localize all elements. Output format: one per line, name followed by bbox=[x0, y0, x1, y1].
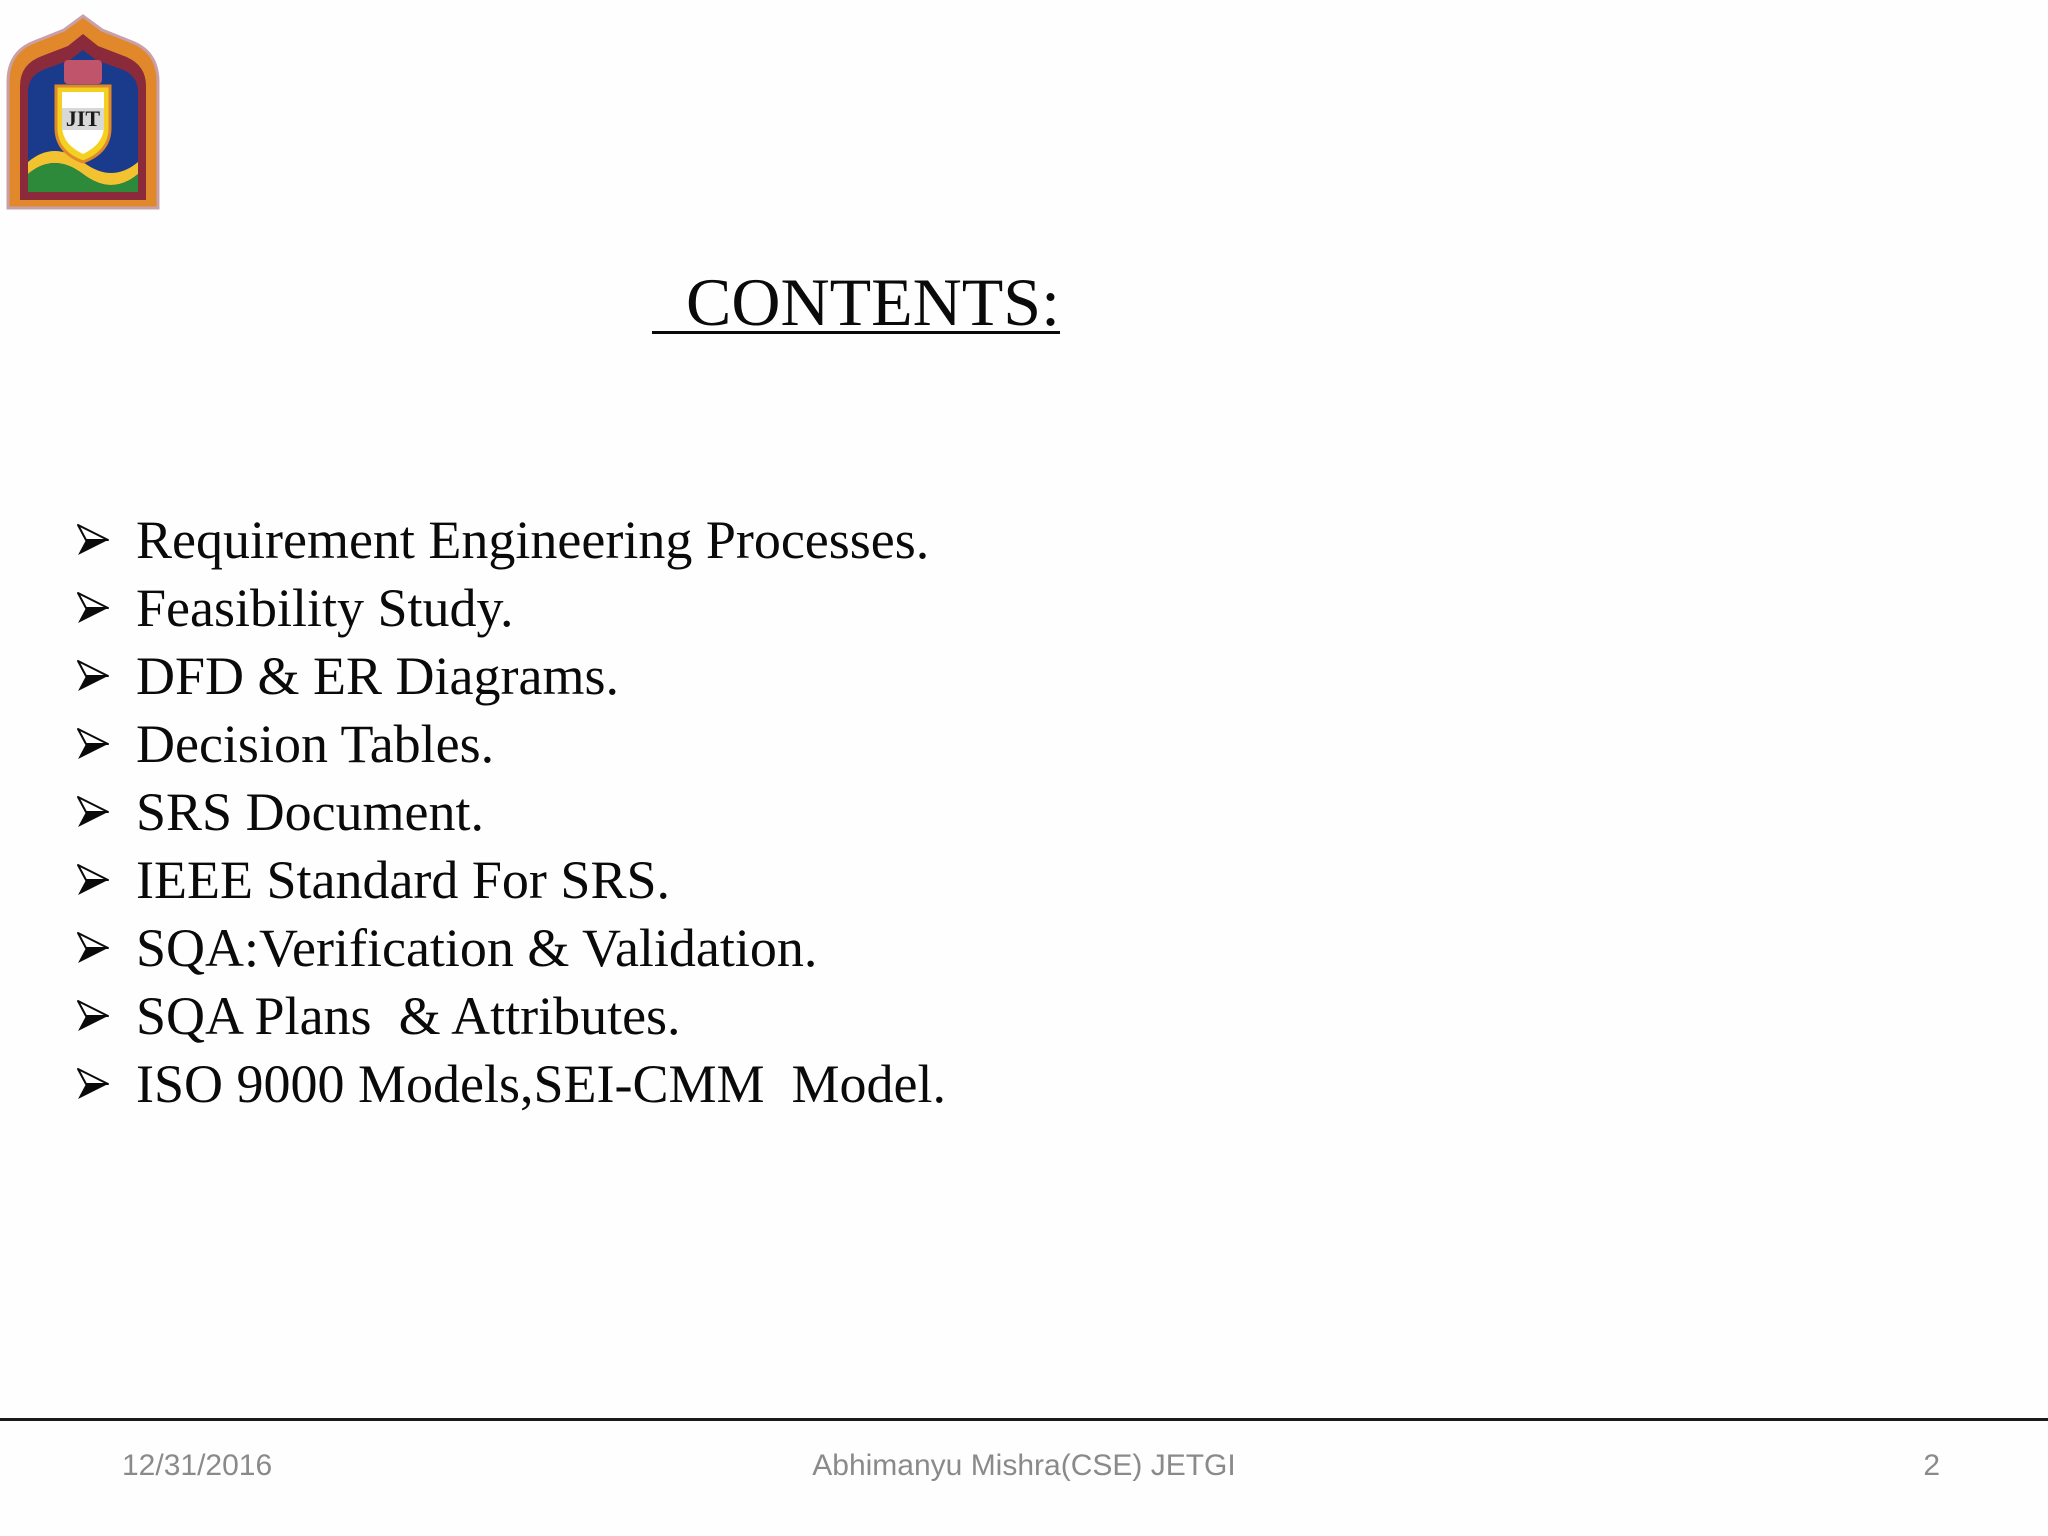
arrow-bullet-icon bbox=[74, 1050, 136, 1118]
list-item-text: SQA:Verification & Validation. bbox=[136, 918, 818, 978]
list-item-text: IEEE Standard For SRS. bbox=[136, 850, 670, 910]
list-item-text: Requirement Engineering Processes. bbox=[136, 510, 930, 570]
contents-list bbox=[74, 506, 946, 1118]
list-item-text: SQA Plans & Attributes. bbox=[136, 986, 681, 1046]
arrow-bullet-icon bbox=[74, 642, 136, 710]
arrow-bullet-icon bbox=[74, 914, 136, 982]
list-item bbox=[74, 846, 946, 914]
list-item-text: DFD & ER Diagrams. bbox=[136, 646, 619, 706]
list-item bbox=[74, 506, 946, 574]
slide-title: CONTENTS: bbox=[652, 264, 1060, 340]
arrow-bullet-icon bbox=[74, 846, 136, 914]
footer-divider bbox=[0, 1418, 2048, 1421]
arrow-bullet-icon bbox=[74, 982, 136, 1050]
slide-number: 2 bbox=[1923, 1449, 1940, 1482]
list-item bbox=[74, 982, 946, 1050]
logo-lettering: JIT bbox=[65, 106, 101, 131]
arrow-bullet-icon bbox=[74, 710, 136, 778]
arrow-bullet-icon bbox=[74, 574, 136, 642]
list-item bbox=[74, 574, 946, 642]
footer-author: Abhimanyu Mishra(CSE) JETGI bbox=[812, 1449, 1236, 1482]
list-item-text: SRS Document. bbox=[136, 782, 485, 842]
list-item bbox=[74, 914, 946, 982]
list-item bbox=[74, 710, 946, 778]
list-item bbox=[74, 642, 946, 710]
college-logo bbox=[4, 12, 162, 210]
list-item-text: ISO 9000 Models,SEI-CMM Model. bbox=[136, 1054, 947, 1114]
list-item-text: Feasibility Study. bbox=[136, 578, 514, 638]
arrow-bullet-icon bbox=[74, 778, 136, 846]
footer-date: 12/31/2016 bbox=[122, 1449, 273, 1482]
list-item-text: Decision Tables. bbox=[136, 714, 495, 774]
arrow-bullet-icon bbox=[74, 506, 136, 574]
list-item bbox=[74, 778, 946, 846]
list-item bbox=[74, 1050, 946, 1118]
